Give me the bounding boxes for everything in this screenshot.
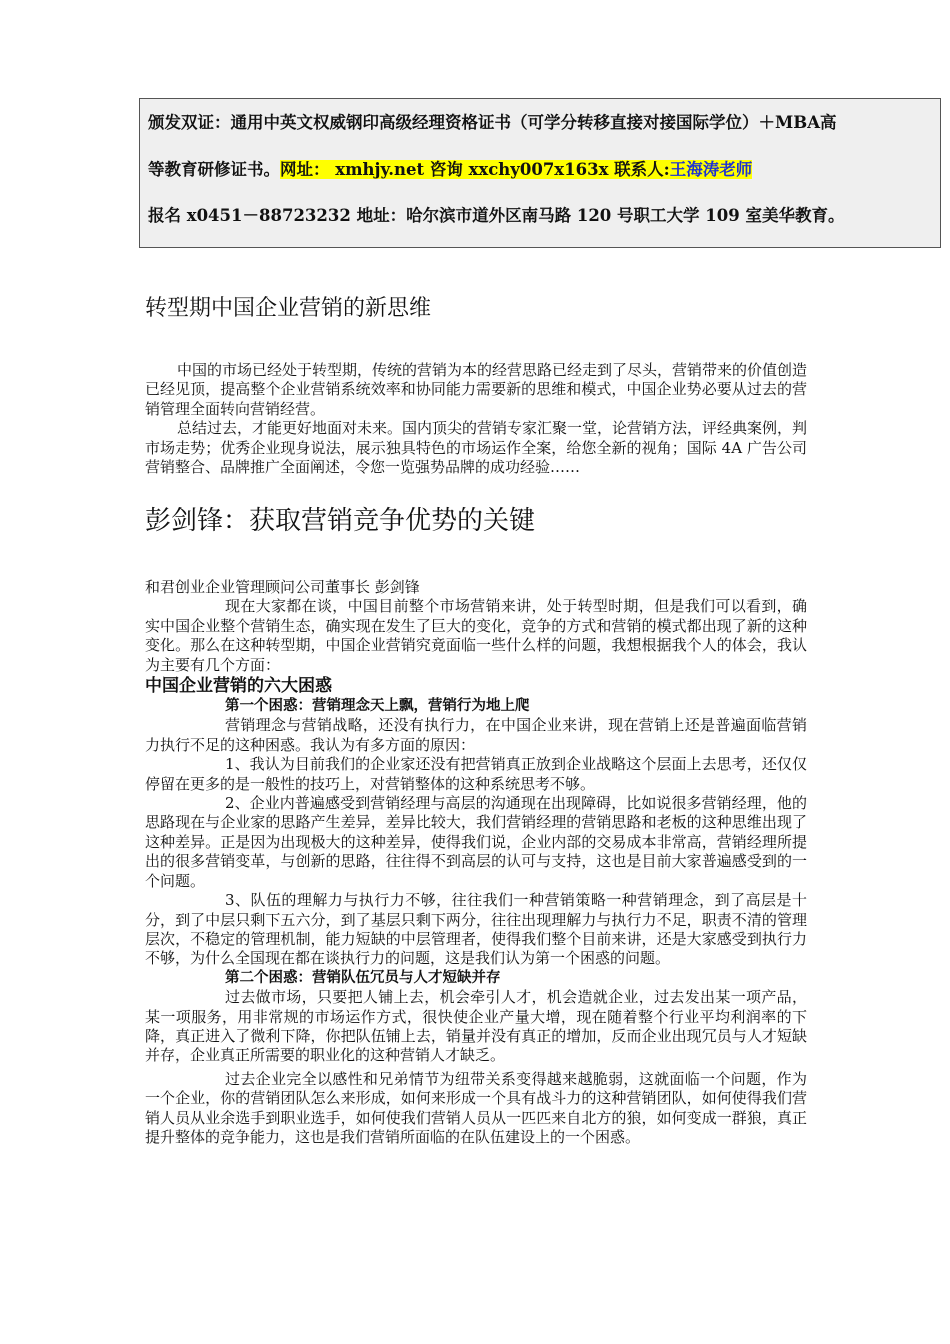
intro-paragraph-1: 中国的市场已经处于转型期，传统的营销为本的经营思路已经走到了尽头，营销带来的价值创造已经见顶，提高整个企业营销系统效率和协同能力需要新的思维和模式，中国企业势必要从过去的营销管理全面转向营销经营。 <box>145 361 808 418</box>
paragraph: 2、企业内普遍感受到营销经理与高层的沟通现在出现障碍，比如说很多营销经理，他的思路现在与企业家的思路产生差异，差异比较大，我们营销经理的营销思路和老板的这种思维出现了这种差异。正是因为出现极大的这种差异，使得我们说，企业内部的交易成本非常高，营销经理所提出的很多营销变革，与创新的思路，往往得不到高层的认可与支持，这也是目前大家普遍感受到的一个问题。 <box>145 794 807 890</box>
paragraph: 过去做市场，只要把人铺上去，机会牵引人才，机会造就企业，过去发出某一项产品，某一项服务，用非常规的市场运作方式，很快使企业产量大增，现在随着整个行业平均利润率的下降，真正进入了微利下降，你把队伍铺上去，销量并没有真正的增加，反而企业出现冗员与人才短缺并存，企业真正所需要的职业化的这种营销人才缺乏。 <box>145 988 807 1065</box>
article-title: 彭剑锋：获取营销竞争优势的关键 <box>145 506 536 536</box>
banner-line-2 <box>148 160 940 180</box>
article-body <box>145 578 807 1147</box>
byline: 和君创业企业管理顾问公司董事长 彭剑锋 <box>145 578 420 596</box>
opening-paragraph: 现在大家都在谈，中国目前整个市场营销来讲，处于转型时期，但是我们可以看到，确实中国企业整个营销生态，确实现在发生了巨大的变化，竞争的方式和营销的模式都出现了新的这种变化。那么在这种转型期，中国企业营销究竟面临一些什么样的问题，我想根据我个人的体会，我认为主要有几个方面： <box>145 597 807 674</box>
subheading-1: 第一个困惑：营销理念天上飘，营销行为地上爬 <box>225 698 530 715</box>
certificate-banner <box>139 98 941 248</box>
paragraph: 1、我认为目前我们的企业家还没有把营销真正放到企业战略这个层面上去思考，还仅仅停留在更多的是一般性的技巧上，对营销整体的这种系统思考不够。 <box>145 755 807 793</box>
page-title: 转型期中国企业营销的新思维 <box>145 296 432 321</box>
subheading-2: 第二个困惑：营销队伍冗员与人才短缺并存 <box>225 969 501 986</box>
paragraph: 过去企业完全以感性和兄弟情节为纽带关系变得越来越脆弱，这就面临一个问题，作为一个企业，你的营销团队怎么来形成，如何来形成一个具有战斗力的这种营销团队，如何使得我们营销人员从业余选手到职业选手，如何使我们营销人员从一匹匹来自北方的狼，如何变成一群狼，真正提升整体的竞争能力，这也是我们营销所面临的在队伍建设上的一个困惑。 <box>145 1069 807 1146</box>
intro-paragraph-2: 总结过去，才能更好地面对未来。国内顶尖的营销专家汇聚一堂，论营销方法，评经典案例，判市场走势；优秀企业现身说法，展示独具特色的市场运作全案，给您全新的视角；国际 4A 广告公司营销整合、品牌推广全面阐述，令您一览强势品牌的成功经验…… <box>145 419 808 477</box>
paragraph: 营销理念与营销战略，还没有执行力，在中国企业来讲，现在营销上还是普遍面临营销力执行不足的这种困惑。我认为有多方面的原因： <box>145 716 807 754</box>
banner-contact-highlight <box>280 160 752 179</box>
section-heading: 中国企业营销的六大困惑 <box>145 676 332 697</box>
banner-line-1: 颁发双证：通用中英文权威钢印高级经理资格证书（可学分转移直接对接国际学位）＋MBA高 <box>148 113 837 132</box>
paragraph: 3、队伍的理解力与执行力不够，往往我们一种营销策略一种营销理念，到了高层是十分，到了中层只剩下五六分，到了基层只剩下两分，往往出现理解力与执行力不足，职责不清的管理层次，不稳定的管理机制，能力短缺的中层管理者，使得我们整个目前来讲，还是大家感受到执行力不够，为什么全国现在都在谈执行力的问题，这是我们认为第一个困惑的问题。 <box>145 891 807 968</box>
banner-contact-name: 王海涛老师 <box>669 160 753 179</box>
intro-section <box>145 361 807 477</box>
banner-line-2-text: 等教育研修证书。 <box>148 160 280 179</box>
banner-line-3: 报名 x0451－88723232 地址：哈尔滨市道外区南马路 120 号职工大学 109 室美华教育。 <box>148 206 845 225</box>
banner-website-consult: 网址： xmhjy.net 咨询 xxchy007x163x 联系人: <box>280 160 670 179</box>
